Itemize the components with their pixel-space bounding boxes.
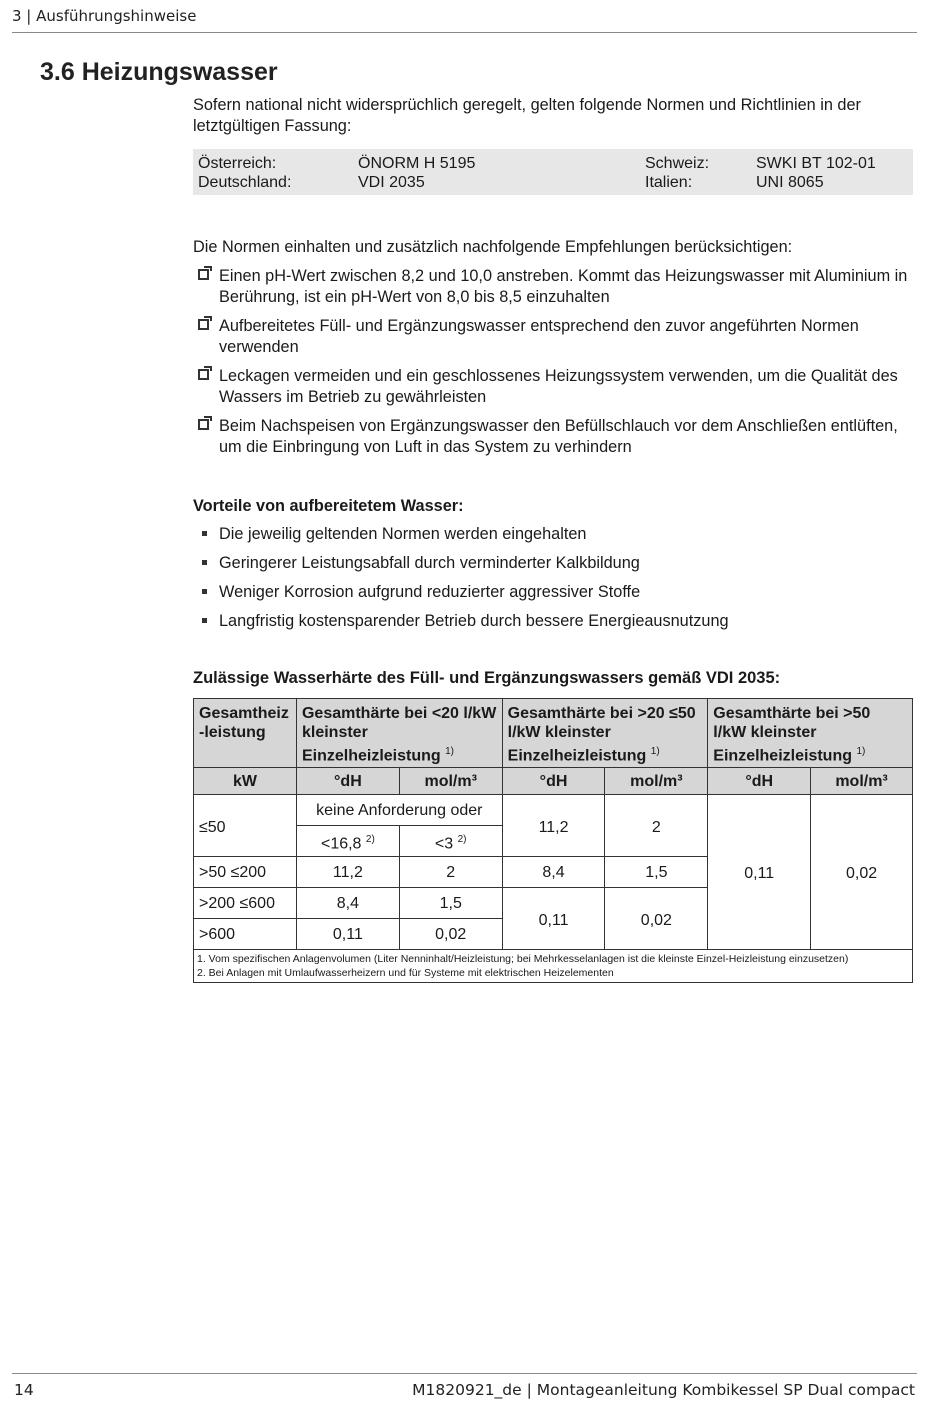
main-content bbox=[193, 95, 913, 689]
page-header: 3 | Ausführungshinweise bbox=[12, 7, 917, 33]
cell-value: 11,2 bbox=[296, 857, 399, 888]
bullet-icon bbox=[202, 560, 207, 565]
table-row bbox=[194, 795, 913, 826]
list-item-text: Einen pH-Wert zwischen 8,2 und 10,0 anstreben. Kommt das Heizungswasser mit Aluminium in Berührung, ist ein pH-Wert von 8,0 bis 8,5 einzuhalten bbox=[219, 267, 908, 306]
cell-no-requirement: keine Anforderung oder bbox=[296, 795, 502, 826]
footnote-2: 2. Bei Anlagen mit Umlaufwasserheizern und für Systeme mit elektrischen Heizelementen bbox=[197, 967, 614, 980]
list-item-text: Leckagen vermeiden und ein geschlossenes Heizungssystem verwenden, um die Qualität des Wassers im Betrieb zu gewährleisten bbox=[219, 367, 898, 406]
list-item-text: Beim Nachspeisen von Ergänzungswasser den Befüllschlauch vor dem Anschließen entlüften, um die Einbringung von Luft in das System zu verhindern bbox=[219, 417, 898, 456]
list-item-text: Die jeweilig geltenden Normen werden eingehalten bbox=[219, 525, 587, 543]
bullet-icon bbox=[202, 618, 207, 623]
cell-value: 0,02 bbox=[811, 795, 913, 950]
list-item bbox=[193, 266, 913, 308]
list-item bbox=[193, 582, 913, 603]
bullet-icon bbox=[202, 531, 207, 536]
page-number: 14 bbox=[14, 1381, 34, 1399]
list-item bbox=[193, 366, 913, 408]
list-item-text: Aufbereitetes Füll- und Ergänzungswasser entsprechend den zuvor angeführten Normen verwenden bbox=[219, 317, 859, 356]
cell-value: 8,4 bbox=[296, 888, 399, 919]
cell-value: <3 $^{2)}$ bbox=[399, 826, 502, 857]
recommendations-heading: Die Normen einhalten und zusätzlich nachfolgende Empfehlungen berücksichtigen: bbox=[193, 238, 793, 256]
norm-country: Deutschland: bbox=[198, 174, 292, 191]
header-power: Gesamtheiz -leistung bbox=[194, 699, 297, 768]
page-footer bbox=[12, 1373, 917, 1401]
list-item-text: Weniger Korrosion aufgrund reduzierter aggressiver Stoffe bbox=[219, 583, 641, 601]
cell-value: 11,2 bbox=[502, 795, 605, 857]
list-item-text: Geringerer Leistungsabfall durch verminderter Kalkbildung bbox=[219, 554, 640, 572]
cell-value: <16,8 $^{2)}$ bbox=[296, 826, 399, 857]
footnote-1: 1. Vom spezifischen Anlagenvolumen (Liter Nenninhalt/Heizleistung; bei Mehrkesselanlagen ist die kleinste Einzel-Heizleistung einzusetzen) bbox=[197, 953, 849, 966]
intro-text: Sofern national nicht widersprüchlich geregelt, gelten folgende Normen und Richtlinien in der letztgültigen Fassung: bbox=[193, 96, 861, 135]
cell-power: >50 ≤200 bbox=[194, 857, 297, 888]
cell-value: 0,11 bbox=[708, 795, 811, 950]
table-footnotes bbox=[194, 950, 913, 983]
section-title: 3.6 Heizungswasser bbox=[40, 58, 278, 86]
table-unit-row bbox=[194, 768, 913, 795]
unit-mol: mol/m³ bbox=[605, 768, 708, 795]
norm-country: Österreich: bbox=[198, 155, 277, 172]
list-item bbox=[193, 316, 913, 358]
header-group-1: Gesamthärte bei <20 l/kW kleinster Einzelheizleistung $^{1)}$ bbox=[296, 699, 502, 768]
list-item bbox=[193, 553, 913, 574]
footnotes-cell bbox=[194, 950, 913, 983]
checkbox-icon bbox=[198, 419, 209, 430]
norm-name: ÖNORM H 5195 bbox=[358, 155, 476, 172]
cell-value: 8,4 bbox=[502, 857, 605, 888]
document-reference: M1820921_de | Montageanleitung Kombikessel SP Dual compact bbox=[412, 1381, 915, 1399]
unit-mol: mol/m³ bbox=[811, 768, 913, 795]
table-header-row bbox=[194, 699, 913, 768]
norm-name: UNI 8065 bbox=[756, 174, 824, 191]
cell-value: 0,11 bbox=[296, 919, 399, 950]
cell-value: 1,5 bbox=[399, 888, 502, 919]
recommendations-list bbox=[193, 266, 913, 458]
bullet-icon bbox=[202, 589, 207, 594]
cell-value: 0,02 bbox=[399, 919, 502, 950]
norms-box bbox=[193, 149, 913, 195]
list-item bbox=[193, 524, 913, 545]
list-item bbox=[193, 416, 913, 458]
cell-power: ≤50 bbox=[194, 795, 297, 857]
water-hardness-table bbox=[193, 698, 913, 983]
norm-country: Schweiz: bbox=[645, 155, 710, 172]
advantages-heading: Vorteile von aufbereitetem Wasser: bbox=[193, 497, 464, 515]
checkbox-icon bbox=[198, 319, 209, 330]
cell-value: 0,11 bbox=[502, 888, 605, 950]
cell-value: 2 bbox=[605, 795, 708, 857]
header-group-2: Gesamthärte bei >20 ≤50 l/kW kleinster Einzelheizleistung $^{1)}$ bbox=[502, 699, 708, 768]
checkbox-icon bbox=[198, 369, 209, 380]
list-item-text: Langfristig kostensparender Betrieb durch bessere Energieausnutzung bbox=[219, 612, 729, 630]
norm-name: SWKI BT 102-01 bbox=[756, 155, 876, 172]
header-group-3: Gesamthärte bei >50 l/kW kleinster Einzelheizleistung $^{1)}$ bbox=[708, 699, 913, 768]
norm-country: Italien: bbox=[645, 174, 693, 191]
cell-power: >200 ≤600 bbox=[194, 888, 297, 919]
unit-dh: °dH bbox=[708, 768, 811, 795]
cell-power: >600 bbox=[194, 919, 297, 950]
unit-mol: mol/m³ bbox=[399, 768, 502, 795]
advantages-list bbox=[193, 524, 913, 632]
unit-kw: kW bbox=[194, 768, 297, 795]
norm-name: VDI 2035 bbox=[358, 174, 425, 191]
unit-dh: °dH bbox=[502, 768, 605, 795]
unit-dh: °dH bbox=[296, 768, 399, 795]
table-title: Zulässige Wasserhärte des Füll- und Ergänzungswassers gemäß VDI 2035: bbox=[193, 669, 781, 687]
list-item bbox=[193, 611, 913, 632]
checkbox-icon bbox=[198, 269, 209, 280]
cell-value: 2 bbox=[399, 857, 502, 888]
cell-value: 0,02 bbox=[605, 888, 708, 950]
cell-value: 1,5 bbox=[605, 857, 708, 888]
